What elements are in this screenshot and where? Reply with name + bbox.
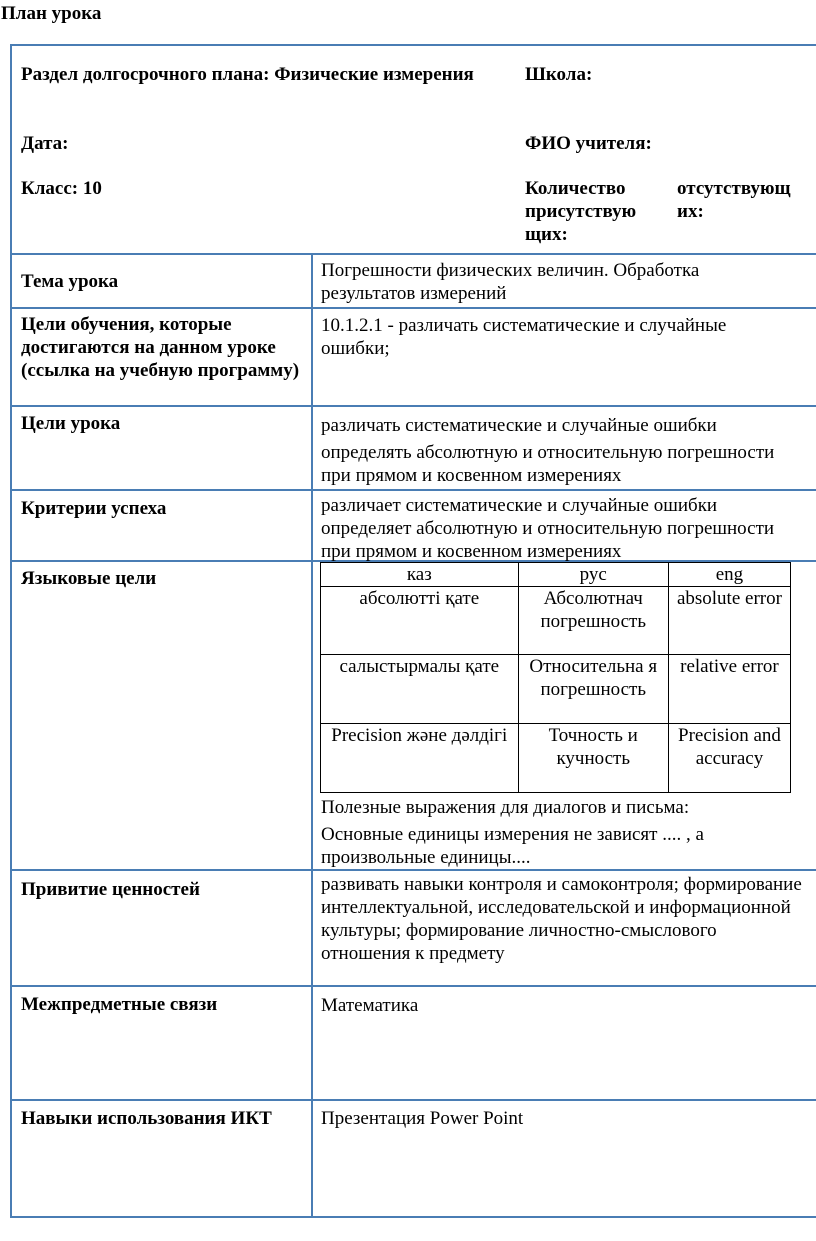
vocabulary-header-row [321, 563, 791, 587]
useful-phrases-value: Основные единицы измерения не зависят .... , а произвольные единицы.... [321, 824, 704, 868]
vocabulary-row [321, 724, 791, 793]
vocabulary-row [321, 655, 791, 724]
row-divider [10, 869, 816, 871]
success-criteria-value: различает систематические и случайные ошибки определяет абсолютную и относительную погрешности при прямом и косвенном измерениях [321, 495, 775, 562]
vocabulary-cell: абсолютті қате [321, 587, 519, 655]
vocabulary-cell: Precision and accuracy [668, 724, 790, 793]
interdisciplinary-value: Математика [321, 995, 419, 1016]
row-divider [10, 489, 816, 491]
column-divider [311, 255, 313, 1218]
useful-phrases-label: Полезные выражения для диалогов и письма: [321, 797, 690, 818]
vocabulary-cell: салыстырмалы қате [321, 655, 519, 724]
topic-value: Погрешности физических величин. Обработка результатов измерений [321, 260, 700, 304]
row-divider [10, 985, 816, 987]
attendance-absent-label: отсутствующ их: [677, 178, 791, 222]
row-divider [10, 1099, 816, 1101]
row-divider [10, 405, 816, 407]
school-label: Школа: [525, 64, 593, 85]
section-label: Раздел долгосрочного плана: Физические измерения [21, 64, 474, 85]
page-title: План урока [1, 3, 102, 24]
lesson-goals-line1: различать систематические и случайные ошибки [321, 415, 717, 436]
values-value: развивать навыки контроля и самоконтроля; формирование интеллектуальной, исследовательской и информационной культуры; формирование личностно-смыслового отношения к предмету [321, 874, 802, 964]
vocabulary-header-cell: каз [321, 563, 519, 587]
vocabulary-table [320, 562, 791, 793]
topic-label: Тема урока [21, 271, 119, 292]
learning-goals-label: Цели обучения, которые достигаются на данном уроке (ссылка на учебную программу) [21, 314, 300, 381]
vocabulary-header-cell: eng [668, 563, 790, 587]
vocabulary-cell: Абсолютнач погрешность [518, 587, 668, 655]
row-divider [10, 253, 816, 255]
vocabulary-header-cell: рус [518, 563, 668, 587]
vocabulary-cell: relative error [668, 655, 790, 724]
vocabulary-cell: Precision және дәлдігі [321, 724, 519, 793]
ict-label: Навыки использования ИКТ [21, 1108, 272, 1129]
vocabulary-row [321, 587, 791, 655]
lesson-goals-line2: определять абсолютную и относительную погрешности при прямом и косвенном измерениях [321, 442, 775, 486]
attendance-present-label: Количество присутствую щих: [525, 178, 637, 245]
teacher-label: ФИО учителя: [525, 133, 652, 154]
row-divider [10, 307, 816, 309]
interdisciplinary-label: Межпредметные связи [21, 994, 218, 1015]
class-label: Класс: 10 [21, 178, 102, 199]
vocabulary-cell: Точность и кучность [518, 724, 668, 793]
success-criteria-label: Критерии успеха [21, 498, 167, 519]
vocabulary-cell: absolute error [668, 587, 790, 655]
ict-value: Презентация Power Point [321, 1108, 524, 1129]
vocabulary-cell: Относительна я погрешность [518, 655, 668, 724]
date-label: Дата: [21, 133, 69, 154]
values-label: Привитие ценностей [21, 879, 200, 900]
language-goals-label: Языковые цели [21, 568, 157, 589]
lesson-goals-label: Цели урока [21, 413, 121, 434]
learning-goals-value: 10.1.2.1 - различать систематические и случайные ошибки; [321, 315, 727, 359]
